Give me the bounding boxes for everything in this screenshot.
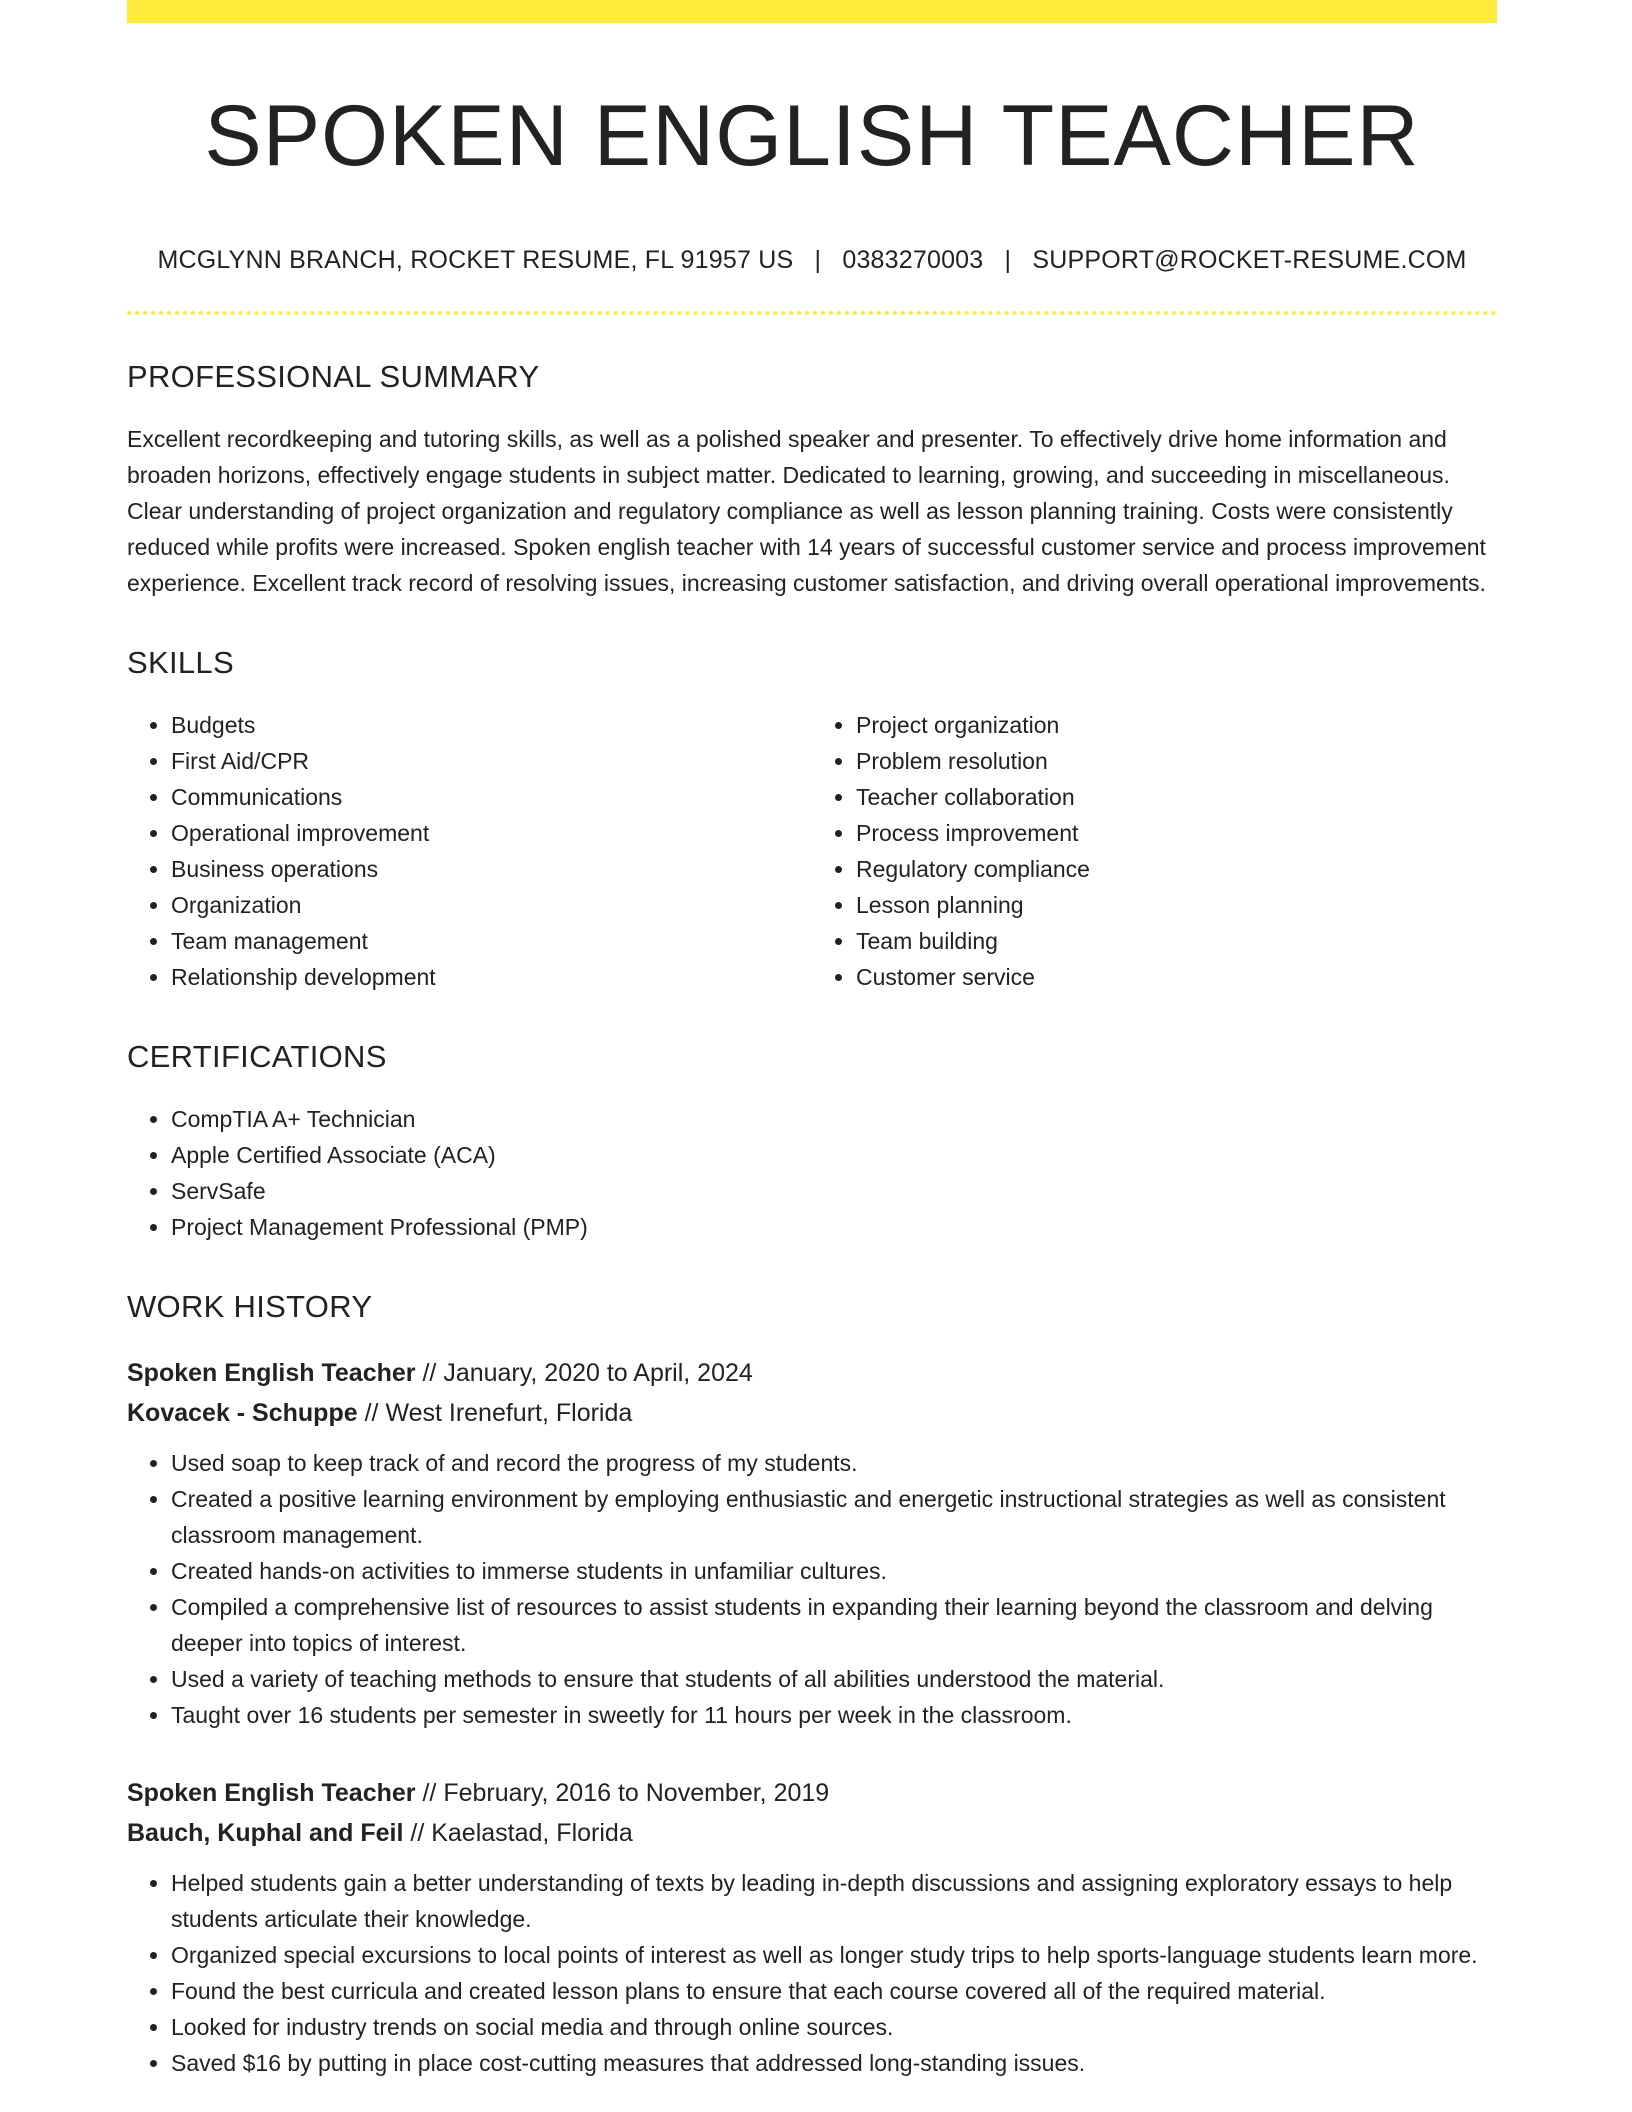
skill-item: • Process improvement: [856, 815, 1497, 851]
job-divider: //: [422, 1358, 444, 1387]
skill-item: • Customer service: [856, 959, 1497, 995]
resume-title: SPOKEN ENGLISH TEACHER: [204, 88, 1420, 184]
job-divider: //: [364, 1398, 386, 1427]
job-divider: //: [410, 1818, 432, 1847]
job-duty: • Taught over 16 students per semester in sweetly for 11 hours per week in the classroom.: [171, 1697, 1497, 1733]
job-duty: • Created a positive learning environment by employing enthusiastic and energetic instructional strategies as well as consistent classroom management.: [171, 1481, 1497, 1553]
skill-item: • Lesson planning: [856, 887, 1497, 923]
skill-item: • Teacher collaboration: [856, 779, 1497, 815]
job-role-line: [127, 1773, 1497, 1813]
job-location: Kaelastad, Florida: [431, 1818, 633, 1847]
contact-email: SUPPORT@ROCKET-RESUME.COM: [1032, 245, 1467, 274]
job-duty: • Found the best curricula and created lesson plans to ensure that each course covered all of the required material.: [171, 1973, 1497, 2009]
job-duty: • Organized special excursions to local points of interest as well as longer study trips to help sports-language students learn more.: [171, 1937, 1497, 1973]
skills-heading: SKILLS: [127, 644, 234, 680]
certification-item: • CompTIA A+ Technician: [171, 1101, 1497, 1137]
skills-column-right: [812, 707, 1497, 995]
summary-text: Excellent recordkeeping and tutoring skills, as well as a polished speaker and presenter. To effectively drive home information and broaden horizons, effectively engage students in subject matter. Dedicated to learning, growing, and succeeding in miscellaneous. Clear understanding of project organization and regulatory compliance as well as lesson planning training. Costs were consistently reduced while profits were increased. Spoken english teacher with 14 years of successful customer service and process improvement experience. Excellent track record of resolving issues, increasing customer satisfaction, and driving overall operational improvements.: [127, 425, 1486, 596]
skill-item: • Relationship development: [171, 959, 812, 995]
work-history-heading: WORK HISTORY: [127, 1288, 373, 1324]
job-location: West Irenefurt, Florida: [385, 1398, 633, 1427]
job-entry: [127, 1353, 1497, 1733]
skill-item: • Team building: [856, 923, 1497, 959]
skills-list: [127, 707, 1497, 995]
job-duties-list: [127, 1445, 1497, 1733]
summary-heading: PROFESSIONAL SUMMARY: [127, 358, 540, 394]
skill-item: • Business operations: [171, 851, 812, 887]
job-company: Bauch, Kuphal and Feil: [127, 1818, 404, 1847]
contact-separator: |: [814, 245, 822, 274]
job-duty: • Saved $16 by putting in place cost-cutting measures that addressed long-standing issues.: [171, 2045, 1497, 2081]
job-role-line: [127, 1353, 1497, 1393]
contact-address: MCGLYNN BRANCH, ROCKET RESUME, FL 91957 US: [157, 245, 794, 274]
certification-item: • Project Management Professional (PMP): [171, 1209, 1497, 1245]
resume-page: [127, 0, 1497, 2081]
job-entry: [127, 1773, 1497, 2081]
job-duty: • Looked for industry trends on social media and through online sources.: [171, 2009, 1497, 2045]
job-role: Spoken English Teacher: [127, 1778, 416, 1807]
header-divider: [127, 311, 1497, 315]
skill-item: • Project organization: [856, 707, 1497, 743]
job-duty: • Compiled a comprehensive list of resources to assist students in expanding their learning beyond the classroom and delving deeper into topics of interest.: [171, 1589, 1497, 1661]
skill-item: • Operational improvement: [171, 815, 812, 851]
job-duty: • Used soap to keep track of and record the progress of my students.: [171, 1445, 1497, 1481]
job-dates: January, 2020 to April, 2024: [443, 1358, 753, 1387]
skill-item: • Organization: [171, 887, 812, 923]
contact-separator: |: [1004, 245, 1012, 274]
job-duty: • Helped students gain a better understanding of texts by leading in-depth discussions and assigning exploratory essays to help students articulate their knowledge.: [171, 1865, 1497, 1937]
job-duty: • Created hands-on activities to immerse students in unfamiliar cultures.: [171, 1553, 1497, 1589]
contact-phone: 0383270003: [842, 245, 984, 274]
job-duties-list: [127, 1865, 1497, 2081]
skills-column-left: [127, 707, 812, 995]
skill-item: • Communications: [171, 779, 812, 815]
job-company-line: [127, 1813, 1497, 1853]
job-divider: //: [422, 1778, 444, 1807]
accent-top-bar: [127, 0, 1497, 23]
certifications-list: [127, 1101, 1497, 1245]
skill-item: • Regulatory compliance: [856, 851, 1497, 887]
certification-item: • ServSafe: [171, 1173, 1497, 1209]
skill-item: • Problem resolution: [856, 743, 1497, 779]
job-role: Spoken English Teacher: [127, 1358, 416, 1387]
skill-item: • Team management: [171, 923, 812, 959]
skill-item: • First Aid/CPR: [171, 743, 812, 779]
certification-item: • Apple Certified Associate (ACA): [171, 1137, 1497, 1173]
job-company-line: [127, 1393, 1497, 1433]
contact-line: [127, 246, 1497, 275]
skill-item: • Budgets: [171, 707, 812, 743]
job-duty: • Used a variety of teaching methods to ensure that students of all abilities understood the material.: [171, 1661, 1497, 1697]
job-company: Kovacek - Schuppe: [127, 1398, 358, 1427]
certifications-heading: CERTIFICATIONS: [127, 1038, 387, 1074]
job-dates: February, 2016 to November, 2019: [443, 1778, 830, 1807]
